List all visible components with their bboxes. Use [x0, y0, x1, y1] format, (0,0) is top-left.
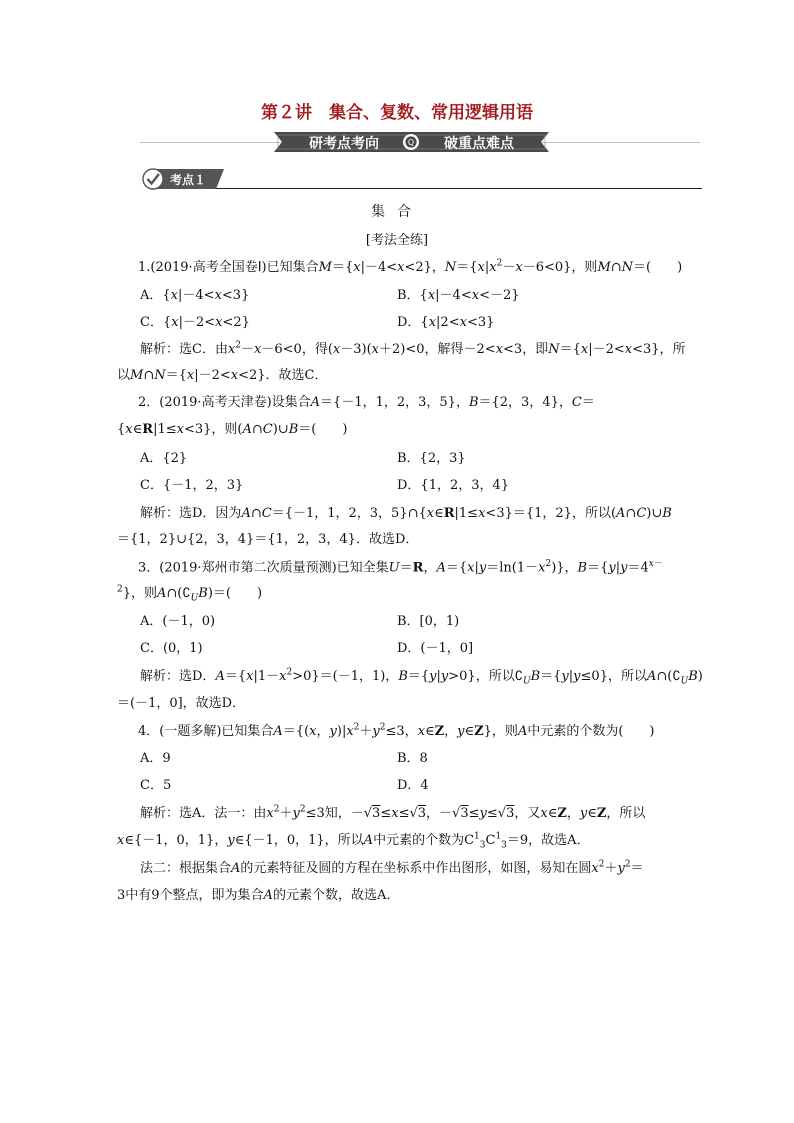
problem-3-stem-line1: 3．(2019·郑州市第二次质量预测)已知全集U＝R，$A=\{x|y=\ln(1-x^2)\}$，$B=\{y|y=4^{x-}$	[138, 559, 663, 576]
problem-3-option-b: B．[0，1)	[397, 614, 460, 629]
problem-3-analysis-line1: 解析：选D．$A=\{x|1-x^2>0\}=(-1$，1)，B＝{y|y>0}，所以$∁_UB=\{y|y\le 0\}$，所以$A\cap(∁_UB)$	[140, 667, 703, 687]
problem-1-option-c: C．{x|－2<x<2}	[140, 315, 250, 330]
section-title: 集合	[371, 204, 423, 220]
problem-1-analysis-line1: 解析：选C．由$x^2-x-6<0$，得(x－3)(x＋2)<0，解得－2<x<3，即N＝{x|－2<x<3}，所	[140, 340, 686, 357]
problem-3-stem-line2: $^2$}，则$A\cap(∁_UB)=$( )	[117, 584, 263, 604]
banner-right-text: 破重点难点	[444, 136, 514, 152]
problem-4-method2-line2: 3中有9个整点，即为集合A的元素个数，故选A．	[117, 888, 400, 903]
kaodian-underline	[206, 188, 702, 189]
problem-2-stem-line2: {x∈R|1≤x<3}，则(A∩C)∪B＝( )	[117, 422, 348, 437]
problem-4-option-c: C．5	[140, 778, 172, 793]
problem-3-analysis-line2: ＝(－1，0]，故选D．	[117, 696, 246, 711]
section-subtitle: [考法全练]	[365, 233, 429, 248]
kaodian-label: 考点１	[169, 173, 207, 187]
problem-2-option-a: A．{2}	[140, 451, 188, 466]
problem-4-analysis-line2: x∈{－1，0，1}，y∈{－1，0，1}，所以A中元素的个数为$C^1_3C^1_3=9$，故选A．	[117, 831, 590, 851]
banner-left-text: 研考点考向	[309, 136, 379, 152]
problem-4-option-d: D．4	[397, 778, 429, 793]
problem-2-option-c: C．{－1，2，3}	[140, 478, 244, 493]
problem-2-analysis-line1: 解析：选D．因为A∩C＝{－1，1，2，3，5}∩{x∈R|1≤x<3}＝{1，2}，所以(A∩C)∪B	[140, 506, 672, 521]
problem-4-option-b: B．8	[397, 751, 428, 766]
banner-ornament-icon: Q	[407, 138, 415, 147]
problem-4-method2-line1: 法二：根据集合A的元素特征及圆的方程在坐标系中作出图形，如图，易知在圆$x^2+y^2=$	[140, 859, 644, 876]
problem-1-stem: 1.(2019·高考全国卷Ⅰ)已知集合M＝{x|－4<x<2}，$N=\{x|x^2-x-6<0\}$，则M∩N＝( )	[138, 258, 683, 275]
kaodian-badge	[142, 168, 224, 190]
problem-3-option-d: D．(－1，0]	[397, 641, 474, 656]
problem-3-option-c: C．(0，1)	[140, 641, 203, 656]
problem-4-option-a: A．9	[140, 751, 171, 766]
problem-1-analysis-line2: 以M∩N＝{x|－2<x<2}．故选C．	[117, 368, 328, 383]
problem-2-option-d: D．{1，2，3，4}	[397, 478, 510, 493]
banner-ribbon	[274, 130, 549, 154]
problem-3-option-a: A．(－1，0)	[140, 614, 216, 629]
chapter-title: 第２讲 集合、复数、常用逻辑用语	[261, 103, 533, 123]
problem-1-option-a: A．{x|－4<x<3}	[140, 288, 250, 303]
problem-1-option-d: D．{x|2<x<3}	[397, 315, 495, 330]
problem-4-stem: 4．(一题多解)已知集合A＝{(x，$y)|x^2+y^2\le 3$，x∈Z，y∈Z}，则A中元素的个数为( )	[138, 722, 655, 739]
problem-2-analysis-line2: ＝{1，2}∪{2，3，4}＝{1，2，3，4}．故选D．	[117, 532, 419, 547]
problem-4-analysis-line1: 解析：选A．法一：由$x^2+y^2\le 3$知，－√3≤x≤√3，－√3≤y≤√3，又x∈Z，y∈Z，所以	[140, 804, 646, 821]
problem-2-option-b: B．{2，3}	[397, 451, 466, 466]
problem-2-stem-line1: 2．(2019·高考天津卷)设集合A＝{－1，1，2，3，5}，B＝{2，3，4}，C＝	[138, 395, 595, 410]
problem-1-option-b: B．{x|－4<x<－2}	[397, 288, 520, 303]
